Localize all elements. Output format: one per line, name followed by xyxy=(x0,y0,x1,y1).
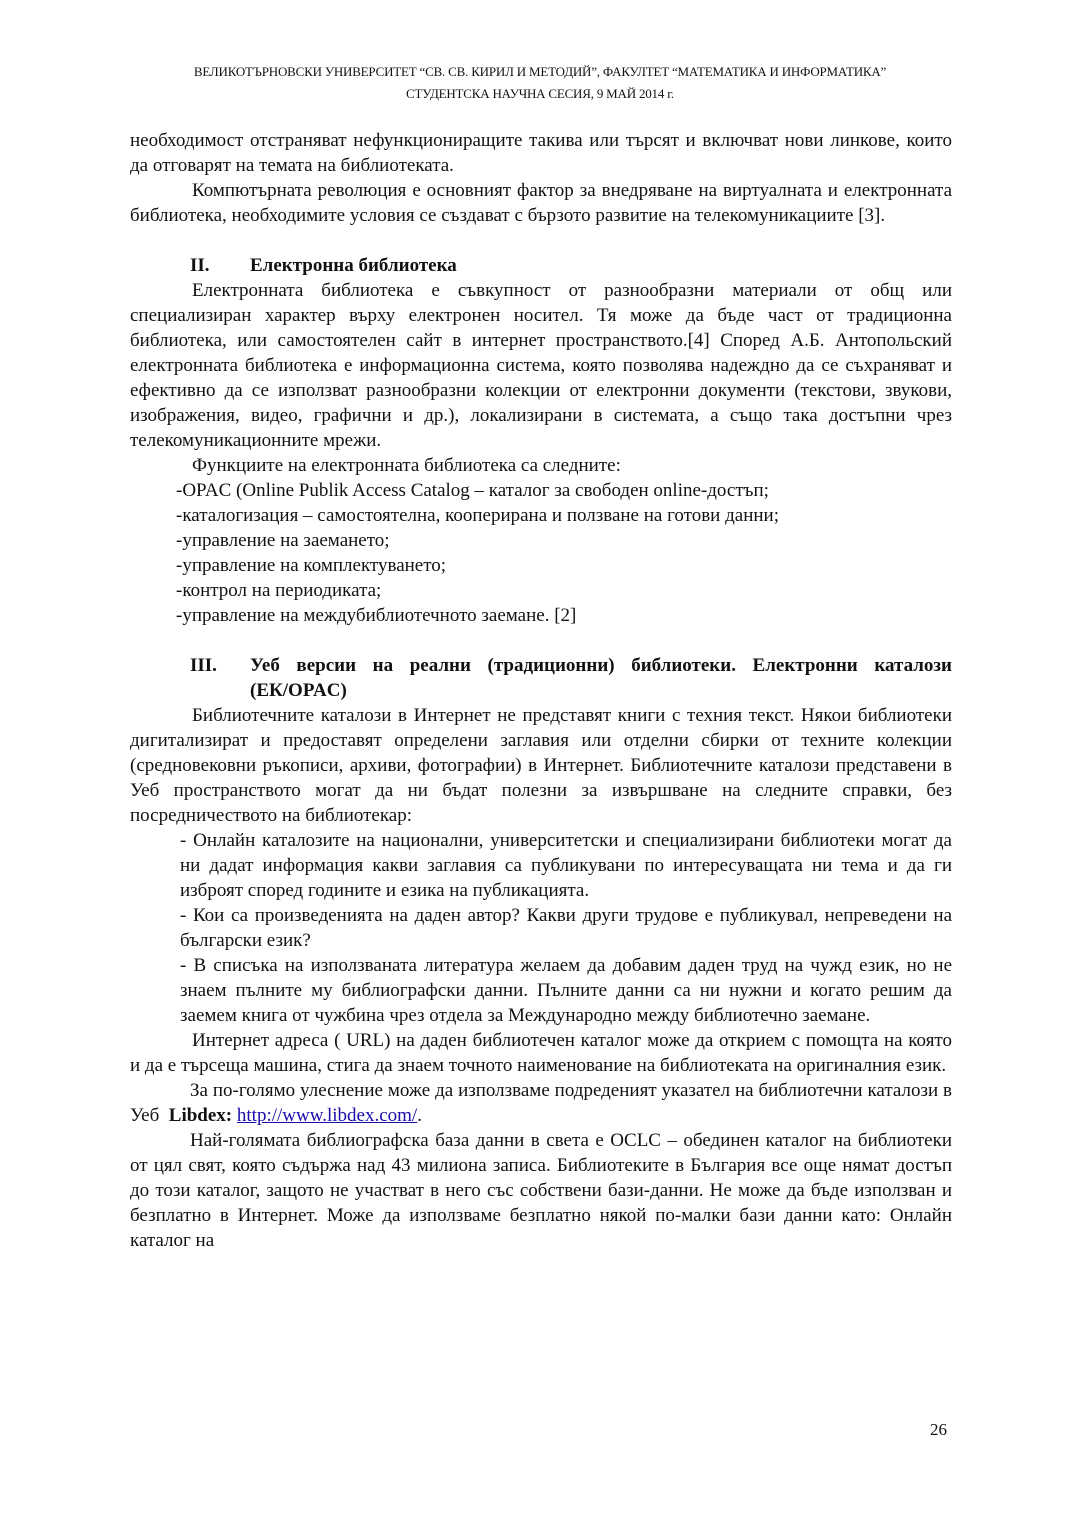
running-header-line-1: ВЕЛИКОТЪРНОВСКИ УНИВЕРСИТЕТ “СВ. СВ. КИРИЛ И МЕТОДИЙ”, ФАКУЛТЕТ “МАТЕМАТИКА И ИНФОРМАТИКА” xyxy=(193,64,887,79)
list-item: -каталогизация – самостоятелна, кооперирана и ползване на готови данни; xyxy=(176,505,779,526)
section-title: Уеб версии на реални (традиционни) библиотеки. Електронни каталози (ЕК/OPAC) xyxy=(250,655,952,701)
list-item: -управление на междубиблиотечното заемане. [2] xyxy=(176,605,577,626)
libdex-text: За по-голямо улеснение може да използваме подреденият указател на библиотечни каталози в Уеб xyxy=(130,1080,952,1126)
paragraph-url: Интернет адреса ( URL) на даден библиотечен каталог може да открием с помощта на която и да е търсеща машина, стига да знаем точното наименование на библиотеката на оригиналния език. xyxy=(130,1030,952,1076)
section-title: Електронна библиотека xyxy=(250,255,457,276)
paragraph-continuation: необходимост отстраняват нефункциониращите такива или търсят и включват нови линкове, които да отговарят на темата на библиотеката. xyxy=(130,130,952,176)
paragraph-functions-intro: Функциите на електронната библиотека са следните: xyxy=(192,455,621,476)
functions-list xyxy=(130,478,952,628)
paragraph-catalogs: Библиотечните каталози в Интернет не представят книги с техния текст. Някои библиотеки дигитализират и предоставят определени заглавия или отделни сбирки от техните колекции (средновековни ръкописи, архиви, фотографии) в Интернет. Библиотечните каталози представени в Уеб пространството могат да ни бъдат полезни за извършване на следните справки, без посредничеството на библиотекар: xyxy=(130,705,952,826)
libdex-end: . xyxy=(417,1105,422,1126)
section-heading-web-versions xyxy=(130,653,952,703)
bullet-item: - В списъка на използваната литература желаем да добавим даден труд на чужд език, но не знаем пълните му библиографски данни. Пълните данни са ни нужни и когато решим да заемем книга от чужбина чрез отдела за Международно между библиотечно заемане. xyxy=(180,955,952,1026)
paragraph-definition: Електронната библиотека е съвкупност от разнообразни материали от общ или специализиран характер върху електронен носител. Тя може да бъде част от традиционна библиотека, или самостоятелен сайт в интернет пространството.[4] Според А.Б. Антопольский електронната библиотека е информационна система, която позволява надеждно да се съхраняват и ефективно да се използват разнообразни колекции от електронни документи (текстови, звукови, изображения, видео, графични и др.), локализирани в системата, а също така достъпни чрез телекомуникационните мрежи. xyxy=(130,280,952,451)
list-item: -управление на комплектуването; xyxy=(176,555,447,576)
paragraph-libdex xyxy=(130,1078,952,1128)
page-body xyxy=(130,128,952,1253)
list-item: -управление на заемането; xyxy=(176,530,390,551)
section-number: III. xyxy=(190,655,217,676)
bullet-item: - Кои са произведенията на даден автор? Какви други трудове е публикувал, непреведени на български език? xyxy=(180,905,952,951)
list-item: -OPAC (Online Publik Access Catalog – каталог за свободен online-достъп; xyxy=(176,480,769,501)
list-item: -контрол на периодиката; xyxy=(176,580,382,601)
section-number: II. xyxy=(190,255,210,276)
libdex-label: Libdex: xyxy=(168,1105,233,1126)
paragraph-oclc: Най-голямата библиографска база данни в света е OCLC – обединен каталог на библиотеки от цял свят, която съдържа над 43 милиона записа. Библиотеките в България все още нямат достъп до този каталог, защото не участват в него със собствени бази-данни. Не може да бъде използван и безплатно в Интернет. Може да използваме безплатно някой по-малки бази данни като: Онлайн каталог на xyxy=(130,1130,952,1251)
section-heading-electronic-library xyxy=(130,253,952,278)
bullet-item: - Онлайн каталозите на национални, университетски и специализирани библиотеки могат да ни дадат информация какви заглавия са публикувани по интересуващата ни тема и да ги изброят според годините и езика на публикацията. xyxy=(180,830,952,901)
running-header-line-2: СТУДЕНТСКА НАУЧНА СЕСИЯ, 9 МАЙ 2014 г. xyxy=(406,86,674,101)
page-number: 26 xyxy=(930,1420,947,1439)
libdex-link[interactable]: http://www.libdex.com/ xyxy=(236,1105,418,1126)
paragraph-revolution: Компютърната революция е основният фактор за внедряване на виртуалната и електронната библиотека, необходимите условия се създават с бързото развитие на телекомуникациите [3]. xyxy=(130,180,952,226)
